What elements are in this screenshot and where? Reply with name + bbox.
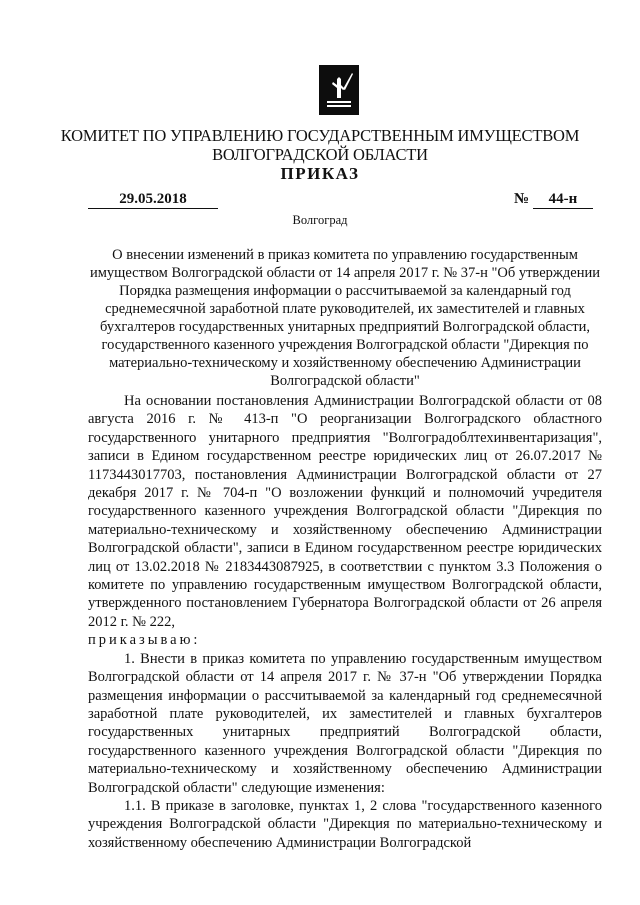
order-date: 29.05.2018: [88, 190, 218, 209]
item-1-paragraph: 1. Внести в приказ комитета по управлению государственным имуществом Волгоградской области от 14 апреля 2017 г. № 37-н "Об утверждении Порядка размещения информации о рассчитываемой за календарный год среднемесячной заработной плате руководителей, их заместителей и главных бухгалтеров государственных унитарных предприятий Волгоградской области, государственного казенного учреждения Волгоградской области "Дирекция по материально-техническому и хозяйственному обеспечению Администрации Волгоградской области" следующие изменения:: [88, 650, 602, 796]
preamble-paragraph: На основании постановления Администрации Волгоградской области от 08 августа 2016 г. № 413-п "О реорганизации Волгоградского областного государственного унитарного предприятия "Волгоградоблтехинвентаризация", записи в Едином государственном реестре юридических лиц от 26.07.2017 № 1173443017703, постановления Администрации Волгоградской области от 27 декабря 2017 г. № 704-п "О возложении функций и полномочий учредителя государственного казенного учреждения Волгоградской области "Дирекция по материально-техническому и хозяйственному обеспечению Администрации Волгоградской области", записи в Едином государственном реестре юридических лиц от 13.02.2018 № 2183443087925, в соответствии с пунктом 3.3 Положения о комитете по управлению государственным имуществом Волгоградской области, утвержденного постановлением Губернатора Волгоградской области от 26 апреля 2012 г. № 222,: [88, 393, 602, 630]
order-number-sign: №: [514, 191, 530, 207]
order-word-text: приказываю:: [88, 632, 201, 649]
order-body: [88, 392, 602, 852]
order-number: 44-н: [533, 190, 593, 209]
volgograd-coat-of-arms-icon: [319, 65, 359, 115]
order-word: [88, 631, 602, 649]
order-subject: О внесении изменений в приказ комитета по управлению государственным имуществом Волгоградской области от 14 апреля 2017 г. № 37-н "Об утверждении Порядка размещения информации о рассчитываемой за календарный год среднемесячной заработной плате руководителей, их заместителей и главных бухгалтеров государственных унитарных предприятий Волгоградской области, государственного казенного учреждения Волгоградской области "Дирекция по материально-техническому и хозяйственному обеспечению Администрации Волгоградской области": [90, 247, 600, 389]
committee-name: КОМИТЕТ ПО УПРАВЛЕНИЮ ГОСУДАРСТВЕННЫМ ИМУЩЕСТВОМ ВОЛГОГРАДСКОЙ ОБЛАСТИ: [60, 126, 580, 164]
city-name: Волгоград: [292, 213, 348, 227]
document-type-title: ПРИКАЗ: [280, 164, 360, 183]
item-1-1-paragraph: 1.1. В приказе в заголовке, пунктах 1, 2 слова "государственного казенного учреждения Волгоградской области "Дирекция по материально-техническому и хозяйственному обеспечению Администрации Волгоградской: [88, 797, 602, 851]
